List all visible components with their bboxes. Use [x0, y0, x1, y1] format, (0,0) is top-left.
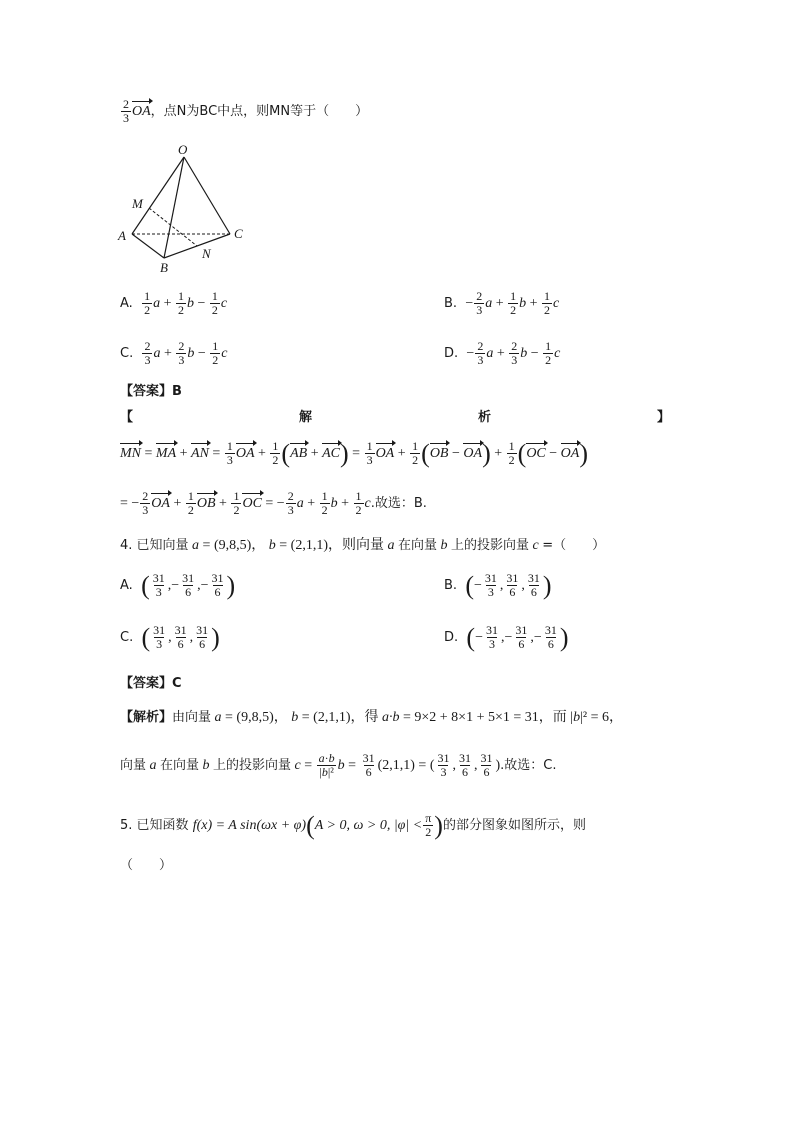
q5-paren: （ ）: [120, 858, 173, 873]
q3-jiexi-header: 【 解 析 】: [120, 410, 670, 425]
q4-option-a: A. ( $\frac{31}{3}$ ,− $\frac{31}{6}$ ,− $\frac{31}{6}$ ): [120, 570, 236, 600]
q4-stem: 4. 已知向量 a = (9,8,5)， b = (2,1,1)，则向量 a 在向量 b 上的投影向量 c =（ ）: [120, 538, 606, 553]
q4-conclusion: .故选：C.: [500, 757, 557, 773]
q3-conclusion: .故选：B.: [370, 495, 427, 511]
q4-answer: 【答案】C: [120, 676, 182, 691]
fraction: $\frac{2}{3}$: [123, 97, 129, 125]
label-N: N: [202, 246, 211, 261]
q3-intro-line: [120, 98, 368, 125]
q3-answer: 【答案】B: [120, 384, 182, 399]
vector-OA: OA: [132, 103, 151, 119]
q3-analysis-line1: MN = MA + AN = $\frac{1}{3}$ OA + $\frac{1}{2}$ ( AB + AC ) = $\frac{1}{3}$ OA + $\frac{1}{2}$ ( OB − OA ) + $\frac{1}{2}$ ( OC − OA ): [120, 438, 589, 468]
q3-intro-tail: ，点N为BC中点，则MN等于（ ）: [150, 103, 369, 119]
label-C: C: [234, 226, 243, 241]
q3-option-d: D. − $\frac{2}{3}$ a + $\frac{2}{3}$ b − $\frac{1}{2}$ c: [444, 339, 561, 367]
q3-analysis-line2: = − $\frac{2}{3}$ OA + $\frac{1}{2}$ OB + $\frac{1}{2}$ OC = − $\frac{2}{3}$ a + $\frac{1}{2}$ b + $\frac{1}{2}$ c .故选：B.: [120, 489, 427, 517]
label-O: O: [178, 142, 188, 157]
q5-stem: 5. 已知函数 f(x) = A sin(ωx + φ) ( A > 0, ω > 0, |φ| < $\frac{\pi}{2}$ ) 的部分图象如图所示，则: [120, 810, 586, 840]
q4-option-d: D. ( − $\frac{31}{3}$ ,− $\frac{31}{6}$ ,− $\frac{31}{6}$ ): [444, 622, 569, 652]
q3-option-a: A. $\frac{1}{2}$ a + $\frac{1}{2}$ b − $\frac{1}{2}$ c: [120, 289, 228, 317]
tetrahedron-figure: [112, 140, 262, 280]
label-A: A: [118, 228, 126, 243]
label-B: B: [160, 260, 168, 275]
label-M: M: [132, 196, 143, 211]
q3-option-c: C. $\frac{2}{3}$ a + $\frac{2}{3}$ b − $\frac{1}{2}$ c: [120, 339, 228, 367]
q4-option-c: C. ( $\frac{31}{3}$ , $\frac{31}{6}$ , $\frac{31}{6}$ ): [120, 622, 220, 652]
q4-analysis-line2: 向量 a 在向量 b 上的投影向量 c = $\frac{a\cdot b}{\text{|b|²}}$ b = $\frac{31}{6}$ (2,1,1) = ( $\frac{31}{3}$ , $\frac{31}{6}$ , $\frac{31}{6}$ ) .故选：C.: [120, 751, 557, 779]
q3-option-b: B. − $\frac{2}{3}$ a + $\frac{1}{2}$ b + $\frac{1}{2}$ c: [444, 289, 560, 317]
q4-option-b: B. ( − $\frac{31}{3}$ , $\frac{31}{6}$ , $\frac{31}{6}$ ): [444, 570, 552, 600]
q4-analysis-line1: 【解析】 由向量 a = (9,8,5)， b = (2,1,1)，得 a·b = 9×2 + 8×1 + 5×1 = 31，而 | b |² = 6，: [120, 710, 623, 725]
